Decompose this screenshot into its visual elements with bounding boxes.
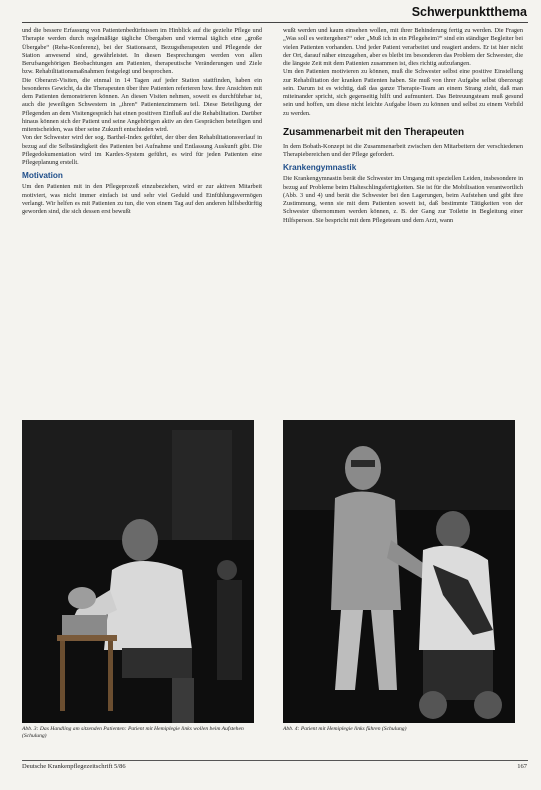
right-paragraph-3: In dem Bobath-Konzept ist die Zusammenarbeit zwischen den Mitarbeitern der verschiedenen Therapiebereichen und der Pflege gefordert. xyxy=(283,142,523,158)
footer-rule xyxy=(22,760,528,761)
left-paragraph-2: Die Oberarzt-Visiten, die einmal in 14 Tagen auf jeder Station stattfinden, haben ein besonderes Gewicht, da die Therapeuten über ihre Patienten referieren bzw. ihre Ansichten mit dem Patienten demonstrieren können. An diesen Visiten nehmen, soweit es durchführbar ist, auch die jeweiligen Schwestern in „ihren“ Patientenzimmern teil. Diese Beteiligung der Pflegenden an dem Visitengespräch hat einen positiven Einfluß auf die Rehabilitation. Darüber hinaus können sich der Patient und seine Angehörigen aktiv an den Gesprächen beteiligen und mitentscheiden, was über seine Zukunft entschieden wird. xyxy=(22,76,262,133)
photo-figure-4-image xyxy=(283,420,515,723)
photo-figure-3-image xyxy=(22,420,254,723)
caption-figure-4: Abb. 4: Patient mit Hemiplegie links führen (Schulung) xyxy=(283,726,407,732)
photo-figure-3 xyxy=(22,420,254,723)
section-title: Schwerpunktthema xyxy=(411,5,527,19)
caption-figure-3: Abb. 3: Das Handling am sitzenden Patienten: Patient mit Hemiplegie links wollen beim Aufstehen (Schulung) xyxy=(22,726,244,740)
left-paragraph-4: Um den Patienten mit in den Pflegeprozeß einzubeziehen, wird er zur aktiven Mitarbeit motiviert, was nicht immer einfach ist und sehr viel Geduld und Einfühlungsvermögen verlangt. Wir helfen es mit Patienten zu tun, die von einem Tag auf den anderen hilfsbedürftig geworden sind, die sich dessen erst bewußt xyxy=(22,183,262,215)
photo-figure-4 xyxy=(283,420,515,723)
right-paragraph-1: wußt werden und kaum einsehen wollen, mit ihrer Behinderung fertig zu werden. Die Fragen „Was soll es weitergehen?“ oder „Muß ich in ein Pflegeheim?“ sind ein ständiger Begleiter bei vielen Patienten vorhanden. Und jeder Patient verarbeitet und reagiert anders. Er ist hier nicht der Ort, darauf näher einzugehen, aber es bleibt im besonderen das Problem der Schwester, die die längste Zeit mit dem Patienten zusammen ist, dies richtig aufzufangen. xyxy=(283,27,523,67)
right-text-column xyxy=(283,27,523,417)
right-paragraph-2: Um den Patienten motivieren zu können, muß die Schwester selbst eine positive Einstellung zur Rehabilitation der kranken Patienten haben. Sie muß von ihrer Aufgabe selbst überzeugt sein. Darum ist es wichtig, daß das ganze Therapie-Team an einem Strang zieht, daß man miteinander spricht, sich gegenseitig hilft und aufmuntert. Das Betreuungsteam muß gesund sein und hoffen, um diese nicht leichte Aufgabe lösen zu können und selbst zu einem Vorbild zu werden. xyxy=(283,68,523,117)
subhead-motivation: Motivation xyxy=(22,171,63,181)
header-rule xyxy=(22,22,528,23)
right-paragraph-4: Die Krankengymnastin berät die Schwester im Umgang mit speziellen Leiden, insbesondere in bezug auf Probleme beim Halteschlingsfertigkeiten. Sie ist für die Mobilisation verantwortlich (Abb. 3 und 4) und berät die Schwester bei den Lagerungen, beim Aufstehen und gibt ihre Zustimmung, wenn sie mit dem Patienten soweit ist, daß bestimmte Tätigkeiten von der Schwester übernommen werden können, z. B. der Gang zur Toilette in Begleitung einer Hilfsperson. Sie bespricht mit dem Pflegeteam und dem Arzt, wann xyxy=(283,175,523,224)
left-intro-paragraph: und die bessere Erfassung von Patientenbedürfnissen im Hinblick auf die gezielte Pflege und Therapie werden durch regelmäßige tägliche Übergaben und viermal täglich eine „große Übergabe“ (Reha-Konferenz), bei der Stationsarzt, Bezugstherapeuten und Pflegende der Station anwesend sind, gewährleistet. In diesen Besprechungen werden von allen Berufsangehörigen Beobachtungen am Patienten, therapeutische Veränderungen und Ziele bzw. Rehabilitationsmaßnahmen festgelegt und besprochen. xyxy=(22,27,262,76)
left-text-column xyxy=(22,27,262,417)
section-heading-therapists: Zusammenarbeit mit den Therapeuten xyxy=(283,126,465,138)
footer-journal-source: Deutsche Krankenpflegezeitschrift 5/86 xyxy=(22,763,126,770)
left-paragraph-3: Von der Schwester wird der sog. Barthel-Index geführt, der über den Rehabilitationsverlauf in bezug auf die Selbständigkeit des Patienten bei Aufnahme und Entlassung Auskunft gibt. Die Pflegedokumentation wird im Kardex-System geführt, es wird für jeden Patienten eine Pflegeplanung erstellt. xyxy=(22,134,262,166)
page-number: 167 xyxy=(517,763,527,770)
subhead-physiotherapy: Krankengymnastik xyxy=(283,163,357,173)
